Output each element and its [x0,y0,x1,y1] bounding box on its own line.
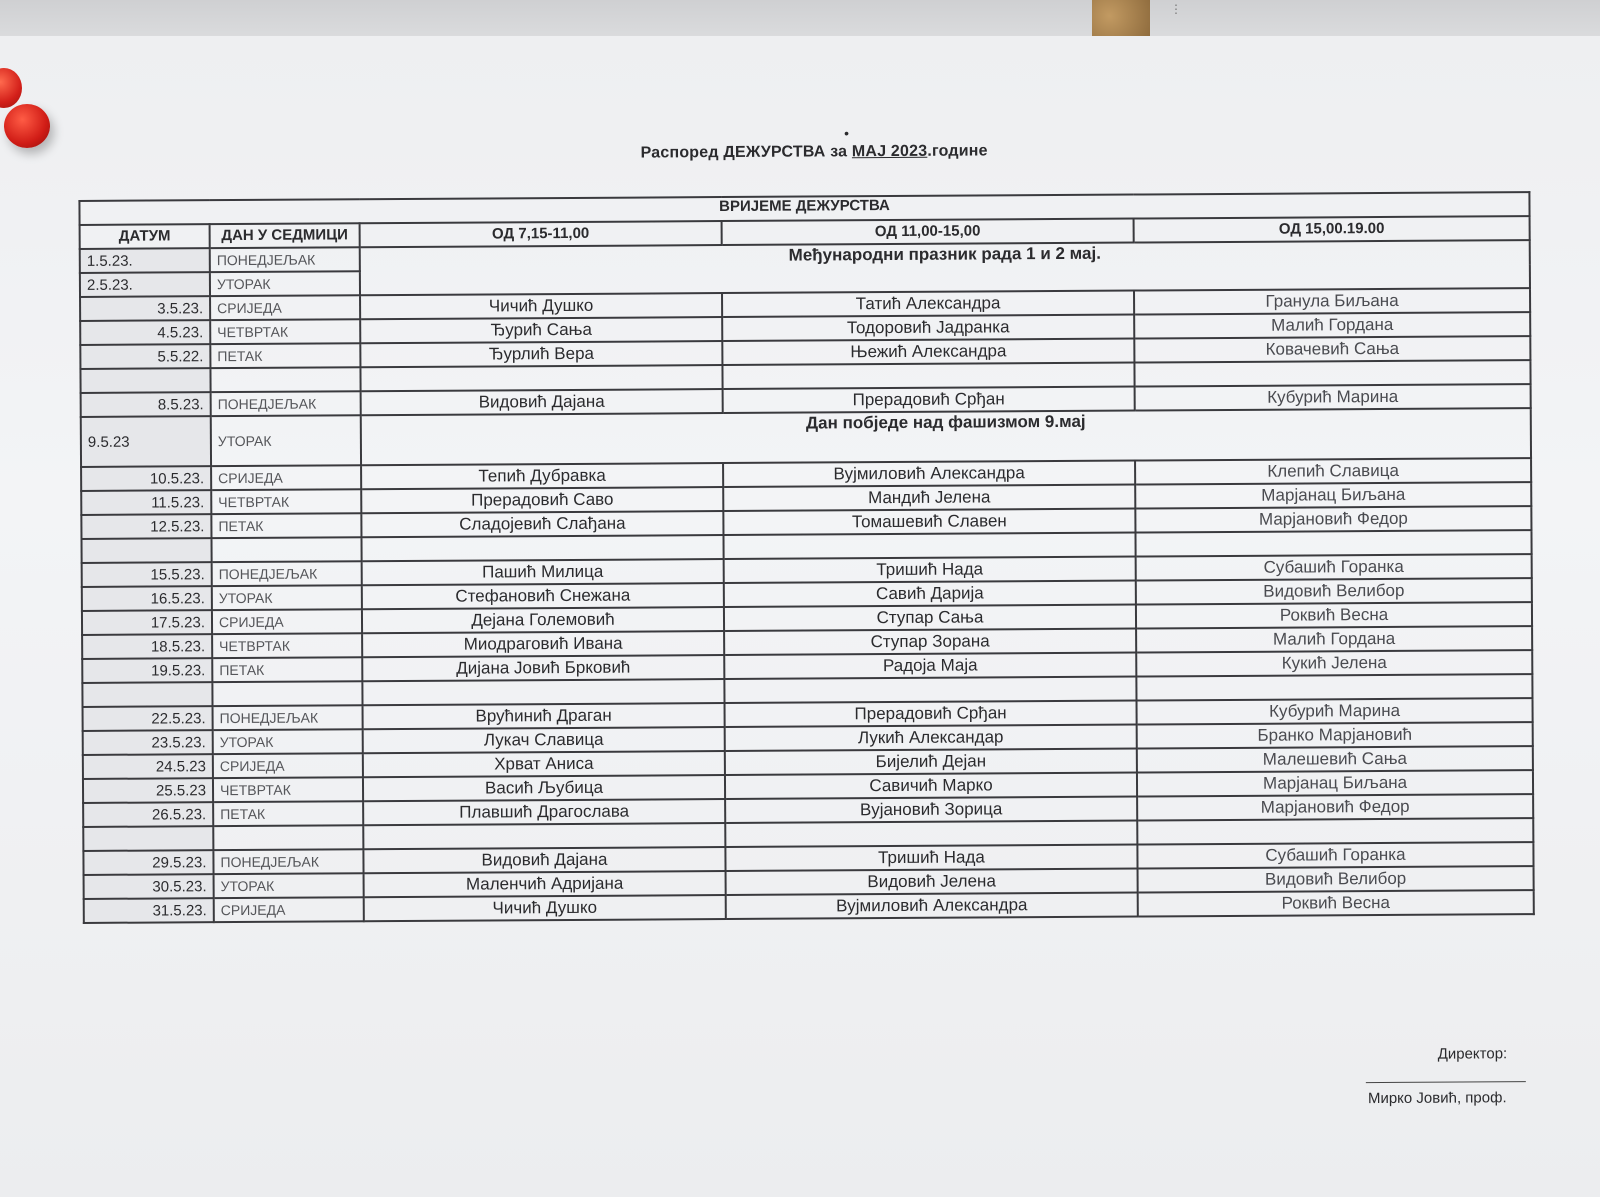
date-cell: 24.5.23 [83,754,213,779]
shift-3-cell: Клепић Славица [1135,458,1531,484]
shift-2-cell: Вујмиловић Александра [723,461,1135,488]
shift-3-cell: Роквић Весна [1138,890,1534,916]
header-shift-1: ОД 7,15-11,00 [360,221,722,247]
date-cell: 11.5.23. [81,490,211,515]
shift-3-cell: Кубурић Марина [1137,698,1533,724]
shift-1-cell: Дејана Големовић [362,607,724,633]
date-cell: 22.5.23. [83,706,213,731]
day-cell: СРИЈЕДА [214,897,364,922]
date-cell: 29.5.23. [83,850,213,875]
shift-1-cell: Видовић Дајана [363,847,725,873]
shift-3-cell: Ковачевић Сања [1134,336,1530,362]
shift-1-cell: Васић Љубица [363,775,725,801]
shift-3-cell: Субашић Горанка [1136,554,1532,580]
day-cell: СРИЈЕДА [213,753,363,778]
shift-3-cell: Субашић Горанка [1137,842,1533,868]
duty-schedule-document [74,121,1564,1108]
date-cell: 15.5.23. [82,562,212,587]
day-cell: УТОРАК [214,873,364,898]
shift-1-cell: Лукач Славица [363,727,725,753]
day-cell: СРИЈЕДА [210,295,360,320]
shift-1-cell: Тепић Дубравка [361,463,723,489]
header-shift-2: ОД 11,00-15,00 [722,219,1134,246]
shift-3-cell: Марјановић Федор [1137,794,1533,820]
date-cell: 31.5.23. [84,898,214,923]
date-cell: 25.5.23 [83,778,213,803]
pin-marks: ⋮ [1170,2,1182,16]
day-cell: ПЕТАК [210,343,360,368]
title-month: МАЈ 2023 [851,142,928,161]
date-cell: 30.5.23. [84,874,214,899]
date-cell: 16.5.23. [82,586,212,611]
day-cell: ПОНЕДЈЕЉАК [211,391,361,416]
shift-3-cell: Марјанац Биљана [1137,770,1533,796]
day-cell: УТОРАК [210,271,360,296]
day-cell: ПОНЕДЈЕЉАК [212,561,362,586]
shift-3-cell: Видовић Велибор [1136,578,1532,604]
dot-mark: • [843,125,849,142]
shift-1-cell: Миодраговић Ивана [362,631,724,657]
day-cell: УТОРАК [212,585,362,610]
shift-2-cell: Вујмиловић Александра [726,893,1138,920]
header-shift-3: ОД 15,00.19.00 [1134,216,1530,242]
header-date: ДАТУМ [80,224,210,249]
shift-3-cell: Малић Гордана [1136,626,1532,652]
shift-2-cell: Лукић Александар [725,725,1137,752]
shift-1-cell: Стефановић Снежана [362,583,724,609]
shift-3-cell: Марјанац Биљана [1135,482,1531,508]
day-cell: ПЕТАК [211,513,361,538]
day-cell: ПОНЕДЈЕЉАК [210,247,360,272]
shift-3-cell: Малешевић Сања [1137,746,1533,772]
day-cell: ЧЕТВРТАК [212,633,362,658]
shift-1-cell: Маленчић Адријана [364,871,726,897]
shift-1-cell: Чичић Душко [360,293,722,319]
day-cell: ЧЕТВРТАК [210,319,360,344]
duty-schedule-table [78,191,1534,924]
day-cell: УТОРАК [213,729,363,754]
shift-2-cell: Вујановић Зорица [725,797,1137,824]
shift-1-cell: Хрват Аниса [363,751,725,777]
shift-3-cell: Роквић Весна [1136,602,1532,628]
shift-1-cell: Пашић Милица [362,559,724,585]
header-day: ДАН У СЕДМИЦИ [210,223,360,248]
cork-board-corner [1092,0,1150,40]
shift-1-cell: Ђурић Сања [360,317,722,343]
director-name: Мирко Јовић, проф. [1367,1089,1507,1108]
day-cell: СРИЈЕДА [212,609,362,634]
day-cell: ЧЕТВРТАК [211,489,361,514]
shift-2-cell: Тодоровић Јадранка [722,315,1134,342]
shift-1-cell: Видовић Дајана [361,389,723,415]
day-cell: ЧЕТВРТАК [213,777,363,802]
shift-1-cell: Плавшић Драгослава [363,799,725,825]
shift-1-cell: Ђурлић Вера [360,341,722,367]
date-cell: 9.5.23 [81,416,211,467]
shift-1-cell: Врућинић Драган [363,703,725,729]
date-cell: 5.5.22. [80,344,210,369]
shift-3-cell: Видовић Велибор [1138,866,1534,892]
shift-1-cell: Дијана Јовић Брковић [362,655,724,681]
push-pin-icon [0,68,60,160]
director-label: Директор: [1437,1045,1508,1063]
date-cell: 12.5.23. [81,514,211,539]
day-cell: ПЕТАК [213,801,363,826]
shift-3-cell: Кубурић Марина [1135,384,1531,410]
shift-2-cell: Тришић Нада [724,557,1136,584]
holiday-may-9: Дан побједе над фашизмом 9.мај [361,408,1531,465]
date-cell: 18.5.23. [82,634,212,659]
shift-3-cell: Малић Гордана [1134,312,1530,338]
shift-2-cell: Мандић Јелена [723,485,1135,512]
day-cell: ПЕТАК [212,657,362,682]
shift-2-cell: Татић Александра [722,291,1134,318]
shift-3-cell: Кукић Јелена [1136,650,1532,676]
date-cell: 10.5.23. [81,466,211,491]
shift-3-cell: Марјановић Федор [1135,506,1531,532]
shift-2-cell: Томашевић Славен [723,509,1135,536]
date-cell: 4.5.23. [80,320,210,345]
day-cell: ПОНЕДЈЕЉАК [213,705,363,730]
shift-1-cell: Сладојевић Слађана [361,511,723,537]
shift-2-cell: Њежић Александра [722,339,1134,366]
shift-2-cell: Тришић Нада [725,845,1137,872]
title-suffix: .године [927,142,988,160]
date-cell: 2.5.23. [80,272,210,297]
date-cell: 8.5.23. [81,392,211,417]
date-cell: 19.5.23. [82,658,212,683]
shift-2-cell: Бијелић Дејан [725,749,1137,776]
day-cell: ПОНЕДЈЕЉАК [213,849,363,874]
shift-2-cell: Прерадовић Срђан [725,701,1137,728]
shift-3-cell: Бранко Марјановић [1137,722,1533,748]
shift-2-cell: Ступар Зорана [724,629,1136,656]
day-cell: СРИЈЕДА [211,465,361,490]
shift-3-cell: Гранула Биљана [1134,288,1530,314]
header-time-group: ВРИЈЕМЕ ДЕЖУРСТВА [79,192,1529,225]
title-prefix: Распоред ДЕЖУРСТВА за [640,143,848,162]
shift-1-cell: Чичић Душко [364,895,726,921]
shift-2-cell: Савичић Марко [725,773,1137,800]
shift-2-cell: Прерадовић Срђан [723,387,1135,414]
holiday-may-1: Међународни празник рада 1 и 2 мај. [360,240,1530,295]
date-cell: 17.5.23. [82,610,212,635]
document-title [74,139,1554,166]
date-cell: 3.5.23. [80,296,210,321]
shift-2-cell: Видовић Јелена [726,869,1138,896]
date-cell: 23.5.23. [83,730,213,755]
shift-1-cell: Прерадовић Саво [361,487,723,513]
date-cell: 26.5.23. [83,802,213,827]
shift-2-cell: Савић Дарија [724,581,1136,608]
table-row [81,408,1531,467]
day-cell: УТОРАК [211,415,361,466]
date-cell: 1.5.23. [80,248,210,273]
shift-2-cell: Радоја Маја [724,653,1136,680]
shift-2-cell: Ступар Сања [724,605,1136,632]
